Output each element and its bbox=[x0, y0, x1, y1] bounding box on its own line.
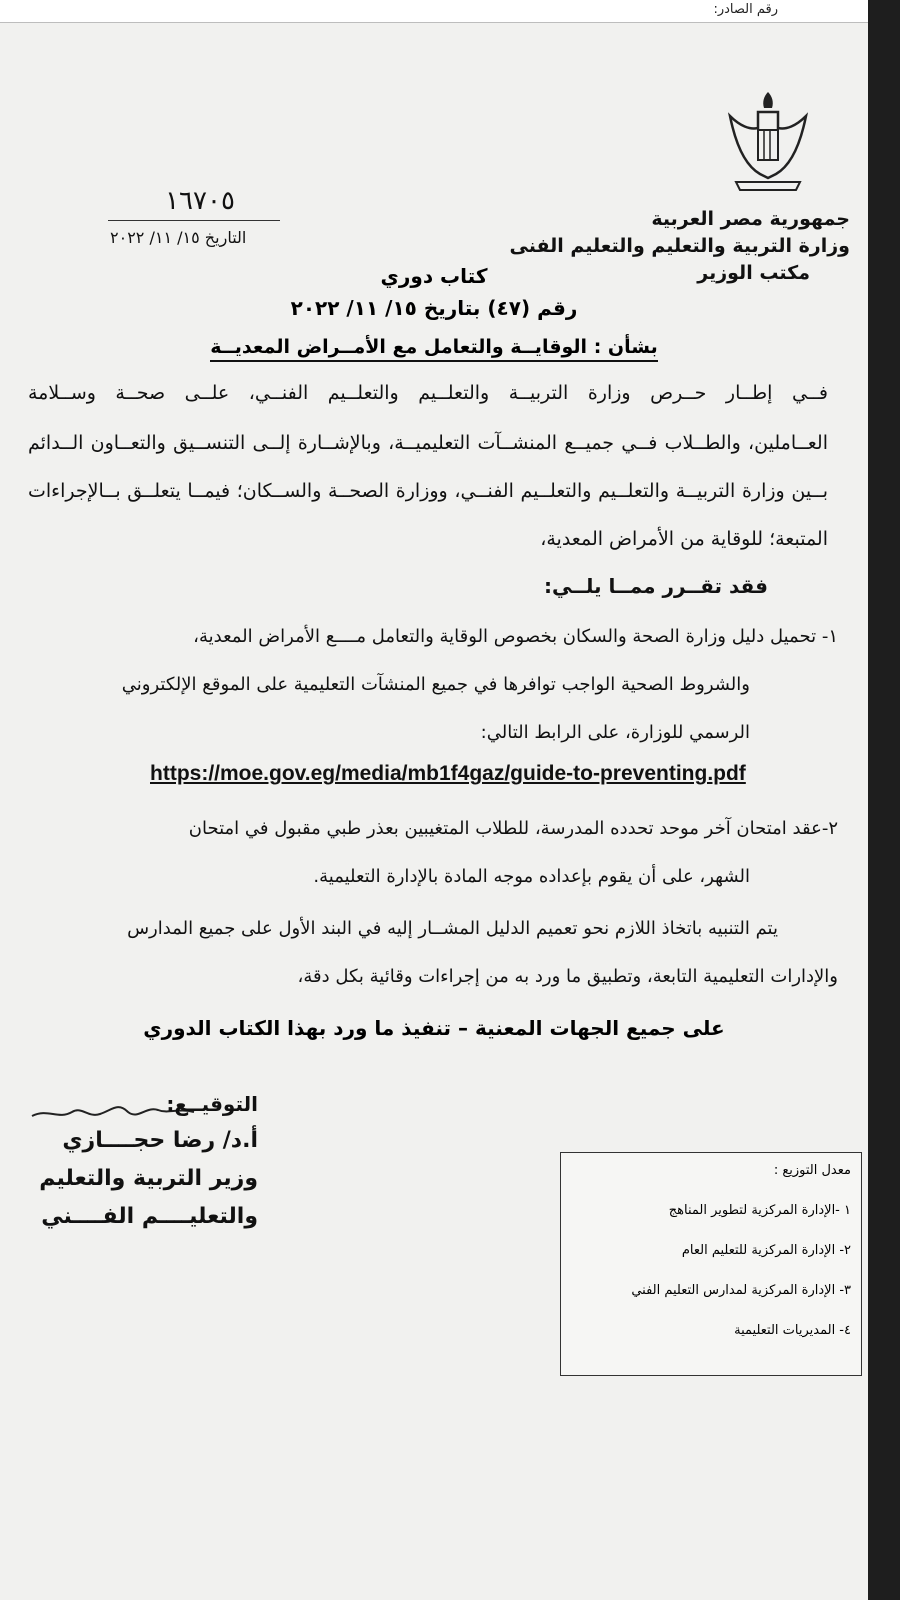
distribution-item: ١ -الإدارة المركزية لتطوير المناهج bbox=[668, 1203, 851, 1218]
distribution-item: ٣- الإدارة المركزية لمدارس التعليم الفني bbox=[631, 1283, 851, 1298]
item1-line-2: والشروط الصحية الواجب توافرها في جميع المنشآت التعليمية على الموقع الإلكتروني bbox=[121, 674, 750, 695]
item1-line-1: ١- تحميل دليل وزارة الصحة والسكان بخصوص الوقاية والتعامل مــــع الأمراض المعدية، bbox=[193, 626, 838, 647]
reference-underline bbox=[108, 220, 280, 221]
minister-name: أ.د/ رضا حجــــازي bbox=[62, 1128, 258, 1153]
guide-download-link[interactable]: https://moe.gov.eg/media/mb1f4gaz/guide-to-preventing.pdf bbox=[150, 762, 746, 785]
item1-line-3: الرسمي للوزارة، على الرابط التالي: bbox=[480, 722, 750, 743]
signature-block bbox=[39, 1092, 258, 1236]
notice-line-1: يتم التنبيه باتخاذ اللازم نحو تعميم الدليل المشــار إليه في البند الأول على جميع المدارس bbox=[127, 918, 778, 939]
minister-title-1: وزير التربية والتعليم bbox=[39, 1166, 258, 1191]
header-strip bbox=[0, 0, 868, 23]
notice-line-2: والإدارات التعليمية التابعة، وتطبيق ما ورد به من إجراءات وقائية بكل دقة، bbox=[297, 966, 838, 987]
intro-line-2: العــاملين، والطــلاب فــي جميــع المنشــآت التعليميــة، وبالإشــارة إلــى التنســيق والتعــاون الــدائم bbox=[28, 432, 828, 454]
ministry-name: وزارة التربية والتعليم والتعليم الفنى bbox=[509, 235, 850, 257]
decision-heading: فقد تقــرر ممــا يلــي: bbox=[543, 574, 768, 598]
intro-line-4: المتبعة؛ للوقاية من الأمراض المعدية، bbox=[540, 528, 828, 550]
final-directive: على جميع الجهات المعنية – تنفيذ ما ورد بهذا الكتاب الدوري bbox=[143, 1016, 725, 1040]
distribution-title: معدل التوزيع : bbox=[773, 1163, 851, 1178]
distribution-item: ٤- المديريات التعليمية bbox=[734, 1323, 851, 1338]
country-name: جمهورية مصر العربية bbox=[651, 208, 850, 230]
handwritten-reference-number: ١٦٧٠٥ bbox=[165, 186, 235, 216]
eagle-emblem-icon bbox=[720, 86, 816, 196]
minister-title-2: والتعليــــم الفــــني bbox=[41, 1204, 258, 1229]
issued-number-label: رقم الصادر: bbox=[713, 2, 778, 17]
distribution-item: ٢- الإدارة المركزية للتعليم العام bbox=[681, 1243, 851, 1258]
office-name: مكتب الوزير bbox=[697, 262, 810, 284]
background-edge bbox=[868, 0, 900, 1600]
item2-line-2: الشهر، على أن يقوم بإعداده موجه المادة بالإدارة التعليمية. bbox=[313, 866, 750, 887]
circular-subject bbox=[0, 336, 868, 358]
distribution-box bbox=[560, 1152, 862, 1376]
document-date: التاريخ ١٥/ ١١/ ٢٠٢٢ bbox=[110, 228, 247, 247]
circular-title: كتاب دوري bbox=[380, 264, 488, 288]
intro-line-3: بــين وزارة التربيــة والتعلــيم والتعلــيم الفنــي، ووزارة الصحــة والســكان؛ فيمــا يتعلــق بــالإجراءات bbox=[28, 480, 828, 502]
circular-number: رقم (٤٧) بتاريخ ١٥/ ١١/ ٢٠٢٢ bbox=[290, 296, 578, 320]
intro-line-1: فــي إطــار حــرص وزارة التربيــة والتعلــيم والتعلــيم الفنــي، علــى صحــة وســلامة bbox=[28, 382, 828, 404]
signature-label: التوقيــع: bbox=[166, 1092, 258, 1116]
subject-text: بشأن : الوقايــة والتعامل مع الأمــراض المعديــة bbox=[210, 336, 657, 362]
item2-line-1: ٢-عقد امتحان آخر موحد تحدده المدرسة، للطلاب المتغيبين بعذر طبي مقبول في امتحان bbox=[188, 818, 838, 839]
